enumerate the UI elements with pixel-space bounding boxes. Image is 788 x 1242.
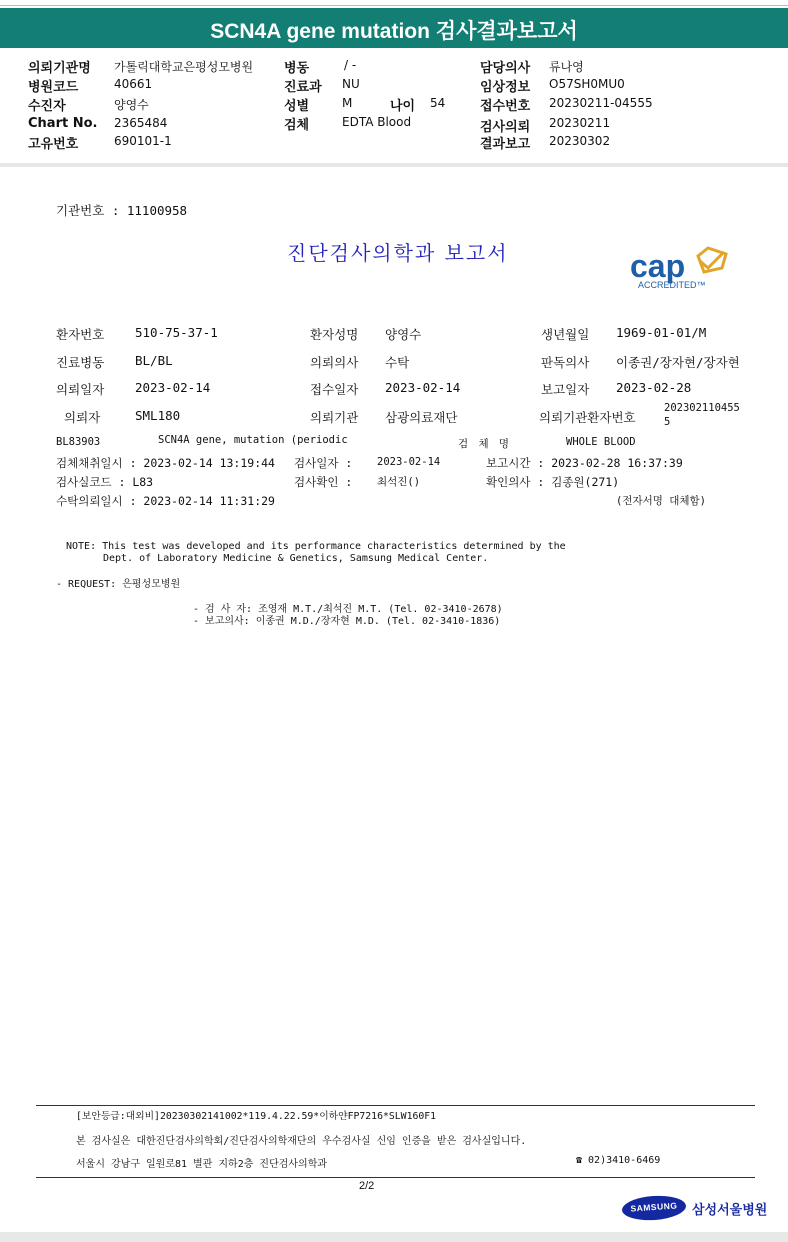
tester-line: - 검 사 자: 조영재 M.T./최석진 M.T. (Tel. 02-3410-2678) bbox=[193, 604, 503, 615]
doctor-label: 담당의사 bbox=[480, 61, 531, 76]
report-title: 진단검사의학과 보고서 bbox=[287, 241, 509, 265]
req-date: 2023-02-14 bbox=[135, 380, 211, 395]
dob: 1969-01-01/M bbox=[616, 325, 707, 340]
reader: 이종권/장자현/장자현 bbox=[616, 355, 740, 370]
institution-value: 가톨릭대학교은평성모병원 bbox=[114, 60, 254, 74]
age-value: 54 bbox=[430, 96, 446, 110]
confirm-label: 검사확인 : bbox=[294, 475, 353, 489]
rcv-date-label: 접수일자 bbox=[310, 382, 359, 397]
request-label: 검사의뢰 bbox=[480, 120, 531, 135]
recipient-label: 수진자 bbox=[28, 99, 66, 114]
sex-label: 성별 bbox=[284, 99, 310, 114]
lab-code: 검사실코드 : L83 bbox=[56, 475, 154, 489]
specimen-label: 검체 bbox=[284, 118, 310, 133]
bottom-band bbox=[0, 1232, 788, 1242]
cap-logo bbox=[626, 244, 736, 294]
specimen-value: EDTA Blood bbox=[342, 115, 412, 129]
result-value: 20230302 bbox=[549, 134, 611, 148]
specimen-name: WHOLE BLOOD bbox=[566, 436, 636, 448]
test-date: 2023-02-14 bbox=[377, 456, 441, 468]
consign-datetime: 수탁의뢰일시 : 2023-02-14 11:31:29 bbox=[56, 494, 275, 508]
req-inst-label: 의뢰기관 bbox=[310, 410, 359, 425]
samsung-logo bbox=[621, 1194, 687, 1222]
report-time: 보고시간 : 2023-02-28 16:37:39 bbox=[486, 456, 683, 470]
req-doctor: 수탁 bbox=[385, 355, 410, 370]
req-doctor-label: 의뢰의사 bbox=[310, 355, 359, 370]
phone-line: ☎ 02)3410-6469 bbox=[576, 1155, 661, 1166]
address-line: 서울시 강남구 일원로81 별관 지하2층 진단검사의학과 bbox=[76, 1159, 328, 1170]
requester: SML180 bbox=[135, 408, 181, 423]
cap-logo-text: cap bbox=[630, 248, 686, 284]
chart-no-value: 2365484 bbox=[114, 116, 168, 130]
specimen-name-label: 검 체 명 bbox=[458, 438, 512, 450]
footer-bottom-rule bbox=[36, 1177, 755, 1178]
top-border bbox=[0, 5, 788, 6]
hospital-name: 삼성서울병원 bbox=[692, 1203, 768, 1218]
samsung-logo-text: SAMSUNG bbox=[630, 1200, 678, 1214]
test-code: BL83903 bbox=[56, 436, 101, 448]
req-inst: 삼광의료재단 bbox=[385, 410, 458, 425]
patient-name-label: 환자성명 bbox=[310, 327, 359, 342]
ward-label-2: 진료병동 bbox=[56, 355, 105, 370]
dept-value: NU bbox=[342, 77, 360, 91]
result-label: 결과보고 bbox=[480, 137, 531, 152]
rpt-date: 2023-02-28 bbox=[616, 380, 692, 395]
rcv-date: 2023-02-14 bbox=[385, 380, 461, 395]
report-doctor-line: - 보고의사: 이종권 M.D./장자현 M.D. (Tel. 02-3410-1836) bbox=[193, 616, 501, 627]
hospital-code-label: 병원코드 bbox=[28, 80, 79, 95]
clinical-value: O57SH0MU0 bbox=[549, 77, 625, 91]
hospital-code-value: 40661 bbox=[114, 77, 153, 91]
header-separator bbox=[0, 163, 788, 167]
patient-no: 510-75-37-1 bbox=[135, 325, 218, 340]
institution-label: 의뢰기관명 bbox=[28, 61, 91, 76]
confirm-doctor: 확인의사 : 김종원(271) bbox=[486, 475, 620, 489]
test-name: SCN4A gene, mutation (periodic bbox=[158, 434, 348, 446]
certification-line: 본 검사실은 대한진단검사의학회/진단검사의학재단의 우수검사실 신임 인증을 받은 검사실입니다. bbox=[76, 1136, 527, 1147]
patient-no-label: 환자번호 bbox=[56, 327, 105, 342]
note-line-2: Dept. of Laboratory Medicine & Genetics, Samsung Medical Center. bbox=[103, 553, 489, 564]
collect-datetime: 검체채취일시 : 2023-02-14 13:19:44 bbox=[56, 456, 275, 470]
note-line-1: NOTE: This test was developed and its performance characteristics determined by the bbox=[66, 541, 566, 552]
clinical-label: 임상정보 bbox=[480, 80, 531, 95]
cap-accredited-text: ACCREDITED™ bbox=[638, 280, 706, 290]
request-value: 20230211 bbox=[549, 116, 611, 130]
esign-note: (전자서명 대체함) bbox=[616, 495, 706, 507]
inst-patient-1: 202302110455 bbox=[664, 402, 740, 414]
ward-label: 병동 bbox=[284, 61, 310, 76]
unique-no-value: 690101-1 bbox=[114, 134, 172, 148]
ward-2: BL/BL bbox=[135, 353, 173, 368]
rpt-date-label: 보고일자 bbox=[541, 382, 590, 397]
dept-label: 진료과 bbox=[284, 80, 322, 95]
sex-value: M bbox=[342, 96, 353, 110]
org-number: 기관번호 : 11100958 bbox=[56, 203, 188, 218]
receipt-label: 접수번호 bbox=[480, 99, 531, 114]
footer-top-rule bbox=[36, 1105, 755, 1106]
recipient-value: 양영수 bbox=[114, 98, 149, 112]
age-label: 나이 bbox=[390, 99, 416, 114]
confirmer: 최석진() bbox=[377, 476, 421, 488]
inst-patient-label: 의뢰기관환자번호 bbox=[539, 410, 636, 425]
requester-label: 의뢰자 bbox=[64, 410, 101, 425]
reader-label: 판독의사 bbox=[541, 355, 590, 370]
chart-no-label: Chart No. bbox=[28, 116, 98, 131]
document-title: SCN4A gene mutation 검사결과보고서 bbox=[210, 20, 578, 43]
title-bar bbox=[0, 8, 788, 48]
patient-name: 양영수 bbox=[385, 327, 422, 342]
request-line: - REQUEST: 은평성모병원 bbox=[56, 579, 181, 590]
dob-label: 생년월일 bbox=[541, 327, 590, 342]
cap-check-icon bbox=[698, 248, 726, 272]
security-line: [보안등급:대외비]20230302141002*119.4.22.59*이하얀FP7216*SLW160F1 bbox=[76, 1111, 437, 1122]
page-number: 2/2 bbox=[359, 1180, 375, 1192]
inst-patient-2: 5 bbox=[664, 416, 671, 428]
unique-no-label: 고유번호 bbox=[28, 137, 79, 152]
doctor-value: 류나영 bbox=[549, 60, 584, 74]
receipt-value: 20230211-04555 bbox=[549, 96, 653, 110]
test-date-label: 검사일자 : bbox=[294, 456, 353, 470]
ward-value: / - bbox=[344, 58, 357, 72]
req-date-label: 의뢰일자 bbox=[56, 382, 105, 397]
